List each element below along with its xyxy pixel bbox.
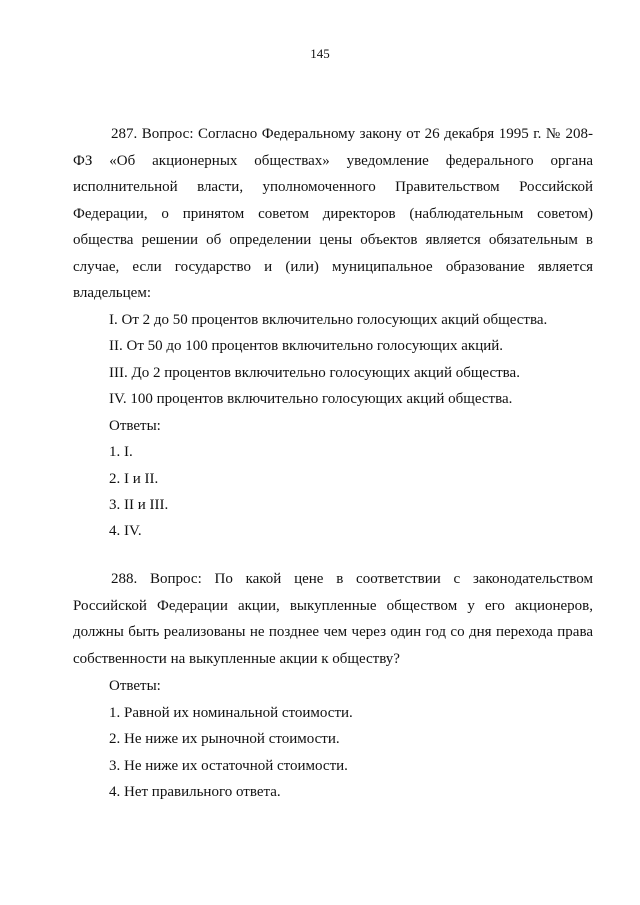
- answer-288-3: 3. Не ниже их остаточной стоимости.: [109, 758, 348, 774]
- answer-288-2: 2. Не ниже их рыночной стоимости.: [109, 731, 340, 747]
- question-287-text: 287. Вопрос: Согласно Федеральному закону от 26 декабря 1995 г. № 208-ФЗ «Об акционерных обществах» уведомление федерального органа исполнительной власти, уполномоченного Правительством Российской Федерации, о принятом советом директоров (наблюдательным советом) общества решении об определении цены объектов является обязательным в случае, если государство и (или) муниципальное образование является владельцем:: [73, 126, 593, 301]
- answer-288-1: 1. Равной их номинальной стоимости.: [109, 705, 353, 721]
- answer-287-3: 3. II и III.: [109, 497, 169, 513]
- statement-iv: IV. 100 процентов включительно голосующих акций общества.: [109, 391, 513, 407]
- answers-label-288: Ответы:: [109, 678, 161, 694]
- answer-287-2: 2. I и II.: [109, 471, 159, 487]
- answer-287-4: 4. IV.: [109, 523, 142, 539]
- answer-287-1: 1. I.: [109, 444, 133, 460]
- statement-iii: III. До 2 процентов включительно голосующих акций общества.: [109, 365, 520, 381]
- page-number: 145: [310, 46, 330, 61]
- statement-ii: II. От 50 до 100 процентов включительно голосующих акций.: [109, 338, 504, 354]
- question-288-text: 288. Вопрос: По какой цене в соответствии с законодательством Российской Федерации акции, выкупленные обществом у его акционеров, должны быть реализованы не позднее чем через один год со дня перехода права собственности на выкупленные акции к обществу?: [73, 571, 593, 667]
- answer-288-4: 4. Нет правильного ответа.: [109, 784, 281, 800]
- statement-i: I. От 2 до 50 процентов включительно голосующих акций общества.: [109, 312, 548, 328]
- answers-label-287: Ответы:: [109, 418, 161, 434]
